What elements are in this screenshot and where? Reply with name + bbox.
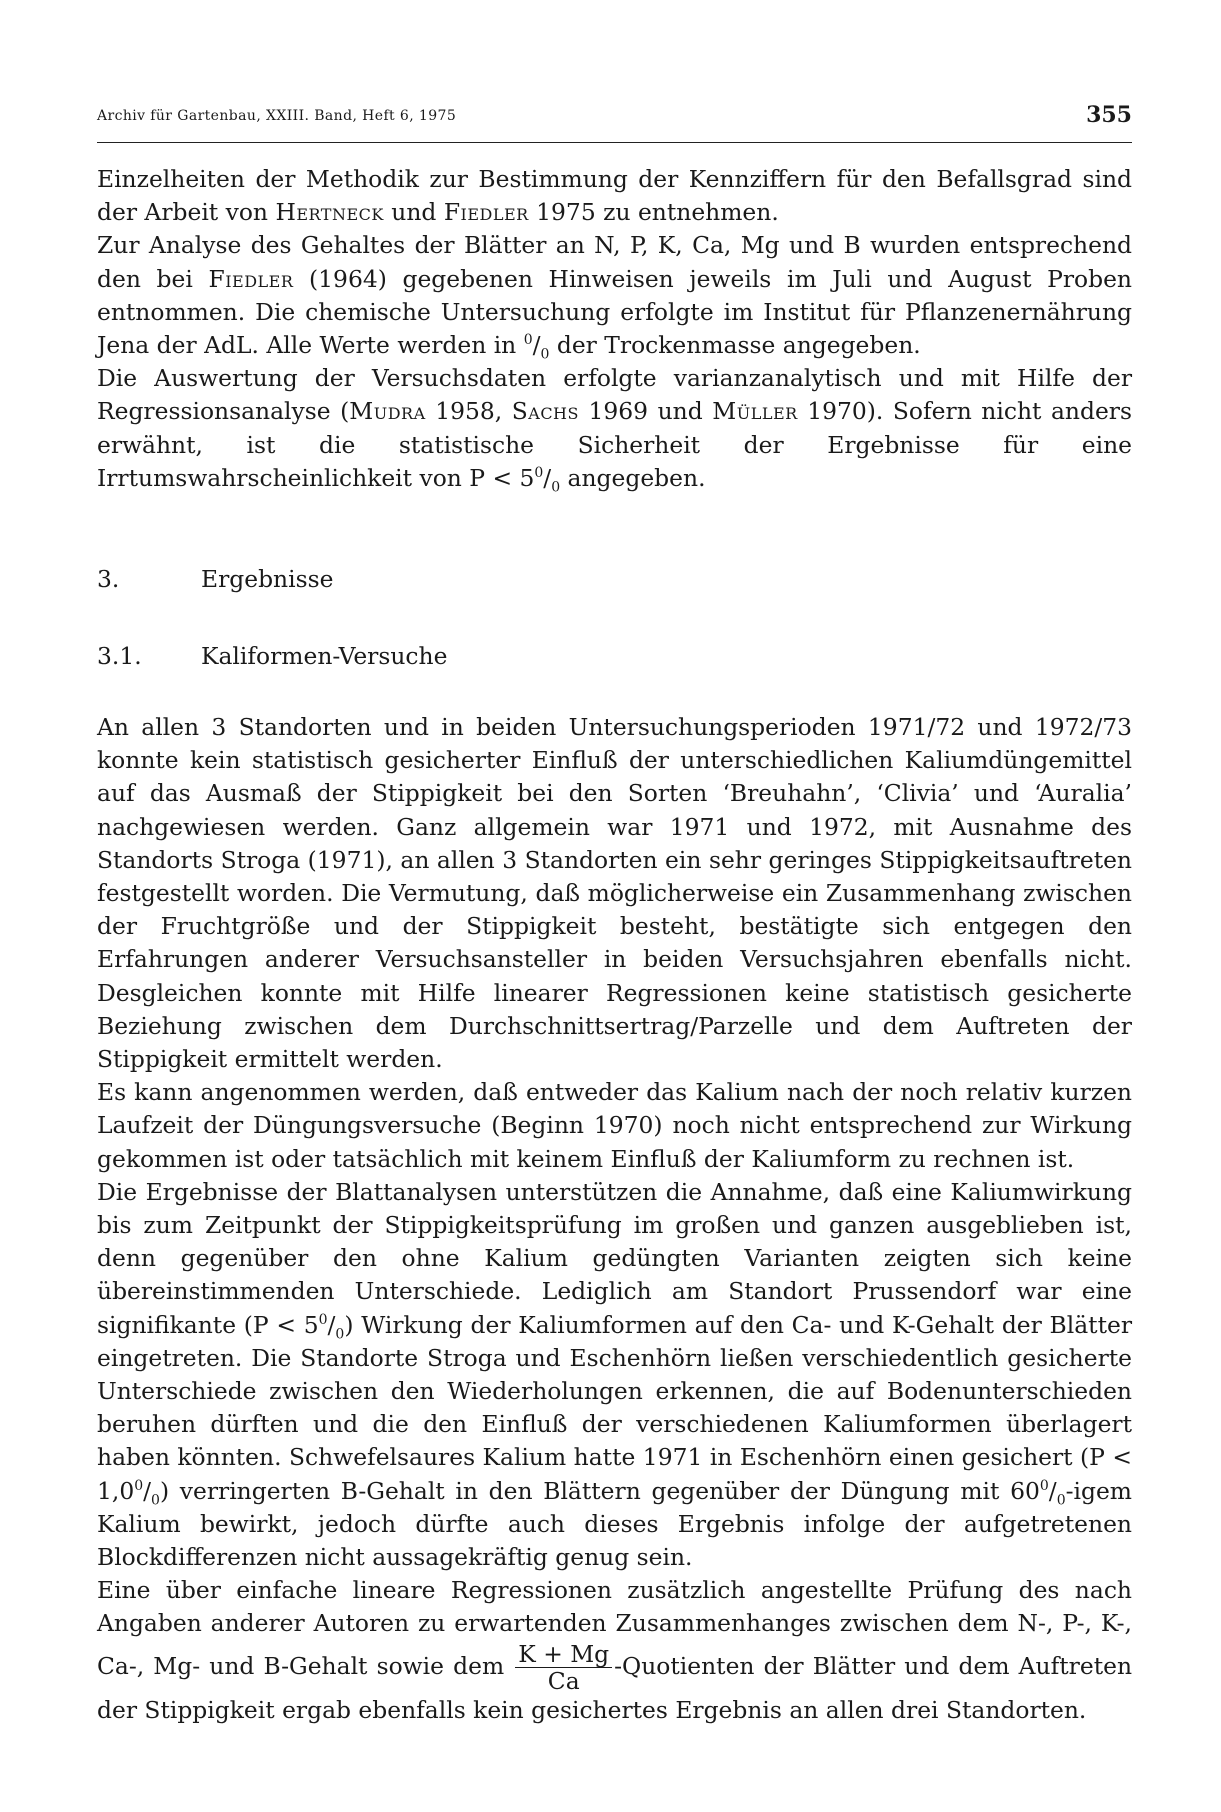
paragraph-methodology: Einzelheiten der Methodik zur Bestimmung der Kennziffern für den Befallsgrad sind der Arbeit von Hertneck und Fiedler 1975 zu entnehmen.: [97, 165, 1132, 227]
author-name: Hertneck: [275, 198, 384, 227]
author-name: Fiedler: [208, 264, 294, 293]
section-number: 3.1.: [97, 642, 142, 670]
section-title: Kaliformen-Versuche: [201, 642, 448, 670]
journal-citation: Archiv für Gartenbau, XXIII. Band, Heft 6, 1975: [97, 108, 457, 124]
fraction-formula: [515, 1641, 612, 1694]
author-name: Fiedler: [443, 198, 529, 227]
paragraph-leaf-analysis: Zur Analyse des Gehaltes der Blätter an N, P, K, Ca, Mg und B wurden entsprechend den bei Fiedler (1964) gegebenen Hinweisen jeweils im Juli und August Proben entnommen. Die chemische Untersuchung erfolgte im Institut für Pflanzenernährung Jena der AdL. Alle Werte werden in $^0/_0$ der Trockenmasse angegeben.: [97, 231, 1132, 363]
section-heading-results: [97, 565, 333, 593]
author-name: Müller: [712, 397, 798, 426]
page-number: 355: [1086, 102, 1132, 128]
section-number: 3.: [97, 565, 120, 593]
fraction-denominator: Ca: [547, 1666, 580, 1695]
running-header: [97, 102, 1132, 143]
paragraph-assumption: Es kann angenommen werden, daß entweder das Kalium nach der noch relativ kurzen Laufzeit der Düngungsversuche (Beginn 1970) noch nicht entsprechend zur Wirkung gekommen ist oder tatsächlich mit keinem Einfluß der Kaliumform zu rechnen ist.: [97, 1078, 1132, 1173]
paragraph-leaf-results: Die Ergebnisse der Blattanalysen unterstützen die Annahme, daß eine Kaliumwirkung bis zum Zeitpunkt der Stippigkeitsprüfung im großen und ganzen ausgeblieben ist, denn gegenüber den ohne Kalium gedüngten Varianten zeigten sich keine übereinstimmenden Unterschiede. Lediglich am Standort Prussendorf war eine signifikante $(P < 5^0/_0)$ Wirkung der Kaliumformen auf den Ca- und K-Gehalt der Blätter eingetreten. Die Standorte Stroga und Eschenhörn ließen verschiedentlich gesicherte Unterschiede zwischen den Wiederholungen erkennen, die auf Bodenunterschieden beruhen dürften und die den Einfluß der verschiedenen Kaliumformen überlagert haben könnten. Schwefelsaures Kalium hatte 1971 in Eschenhörn einen gesichert $(P < 1,0^0/_0)$ verringerten B-Gehalt in den Blättern gegenüber der Düngung mit $60^0/_0$-igem Kalium bewirkt, jedoch dürfte auch dieses Ergebnis infolge der aufgetretenen Blockdifferenzen nicht aussagekräftig genug sein.: [97, 1177, 1132, 1572]
section-title: Ergebnisse: [201, 565, 334, 593]
fraction-numerator: K + Mg: [515, 1641, 612, 1668]
paragraph-regression: Eine über einfache lineare Regressionen zusätzlich angestellte Prüfung des nach Angaben anderer Autoren zu erwartenden Zusammenhanges zwischen dem N-, P-, K-, Ca-, Mg- und B-Gehalt sowie dem $\frac{K + Mg}{Ca}$ -Quotienten der Blätter und dem Auftreten der Stippigkeit ergab ebenfalls kein gesichertes Ergebnis an allen drei Standorten.: [97, 1576, 1133, 1724]
paragraph-potassium-forms: An allen 3 Standorten und in beiden Untersuchungsperioden 1971/72 und 1972/73 konnte kein statistisch gesicherter Einfluß der unterschiedlichen Kaliumdüngemittel auf das Ausmaß der Stippigkeit bei den Sorten ‘Breuhahn’, ‘Clivia’ und ‘Auralia’ nachgewiesen werden. Ganz allgemein war 1971 und 1972, mit Ausnahme des Standorts Stroga (1971), an allen 3 Standorten ein sehr geringes Stippigkeitsauftreten festgestellt worden. Die Vermutung, daß möglicherweise ein Zusammenhang zwischen der Fruchtgröße und der Stippigkeit besteht, bestätigte sich entgegen den Erfahrungen anderer Versuchsansteller in beiden Versuchsjahren ebenfalls nicht. Desgleichen konnte mit Hilfe linearer Regressionen keine statistisch gesicherte Beziehung zwischen dem Durchschnittsertrag/Parzelle und dem Auftreten der Stippigkeit ermittelt werden.: [97, 713, 1132, 1074]
methods-text-block: [97, 163, 1132, 495]
paragraph-statistics: Die Auswertung der Versuchsdaten erfolgte varianzanalytisch und mit Hilfe der Regressionsanalyse (Mudra 1958, Sachs 1969 und Müller 1970). Sofern nicht anders erwähnt, ist die statistische Sicherheit der Ergebnisse für eine Irrtumswahrscheinlichkeit von $P < 5^0/_0$ angegeben.: [97, 364, 1132, 496]
results-text-block: [97, 711, 1132, 1727]
subsection-heading: [97, 642, 447, 670]
author-name: Sachs: [511, 397, 579, 426]
author-name: Mudra: [349, 397, 426, 426]
